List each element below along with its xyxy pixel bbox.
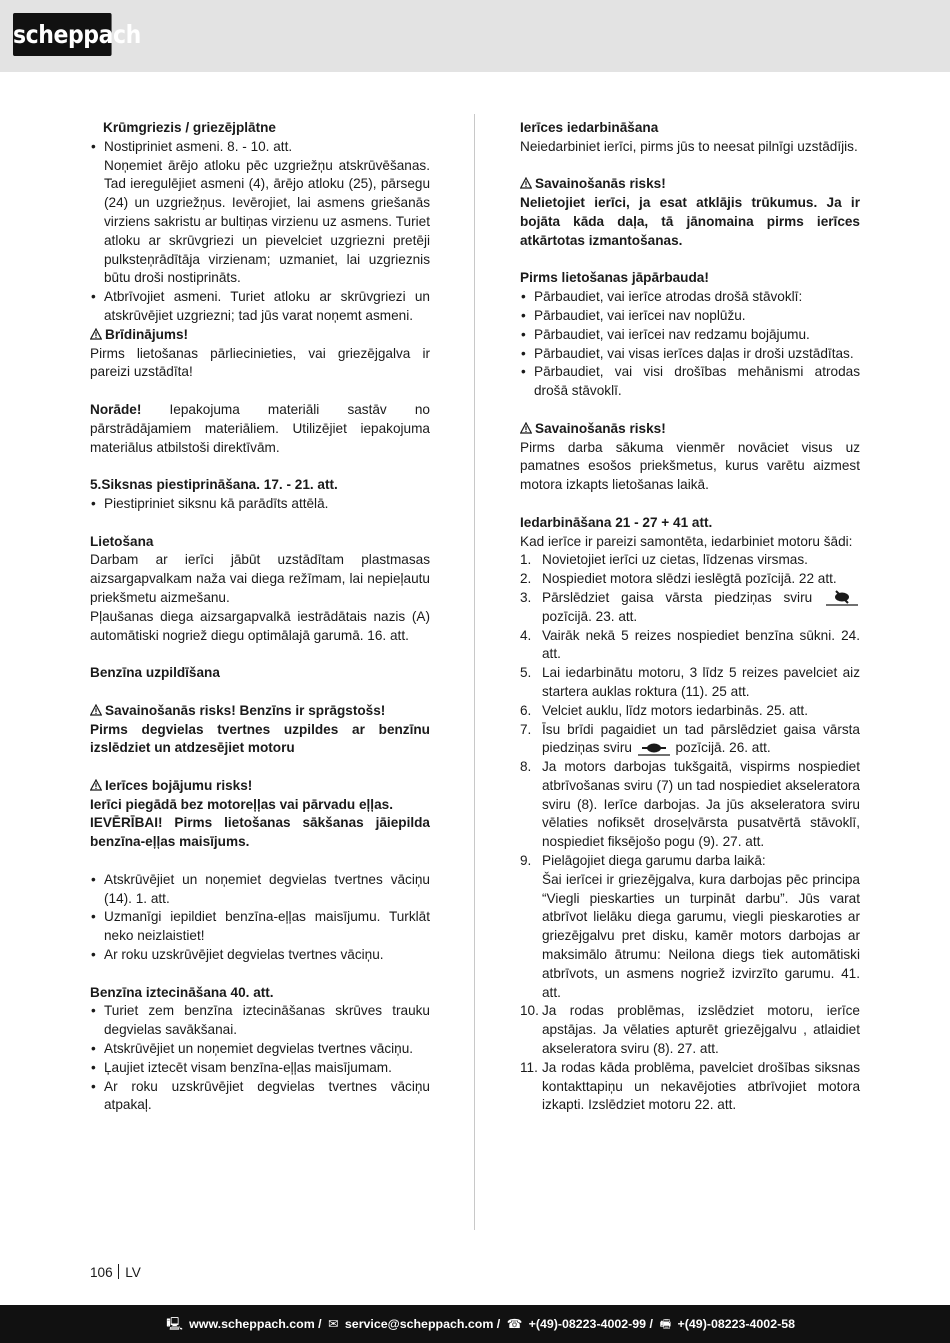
numbered-item: 6. Velciet auklu, līdz motors iedarbinās. 25. att. <box>520 702 808 718</box>
numbered-item: 1. Novietojiet ierīci uz cietas, līdzenas virsmas. <box>520 552 808 568</box>
choke-open-icon <box>638 740 670 756</box>
section-title-drain: Benzīna iztecināšana 40. att. <box>90 984 274 1000</box>
warning-title: Brīdinājums! <box>90 326 430 345</box>
scheppach-logo: scheppach <box>13 13 112 56</box>
warning-title: Savainošanās risks! <box>520 420 860 439</box>
mail-icon: ✉ <box>328 1317 339 1331</box>
section-title-use: Lietošana <box>90 533 154 549</box>
warning-triangle-icon <box>90 328 102 340</box>
warning-title: Savainošanās risks! <box>520 175 860 194</box>
paragraph: Pļaušanas diega aizsargapvalkā iestrādātais nazis (A) automātiski nogriež diegu optimālajā garumā. 16. att. <box>90 608 430 643</box>
footer-email: service@scheppach.com / <box>344 1317 501 1331</box>
paragraph: Kad ierīce ir pareizi samontēta, iedarbiniet motoru šādi: <box>520 533 853 549</box>
bullet-item: • Pārbaudiet, vai visas ierīces daļas ir droši uzstādītas. <box>521 345 854 361</box>
bullet-item: • Atbrīvojiet asmeni. Turiet atloku ar skrūvgriezi un atskrūvējiet uzgriezni; tad jūs varat noņemt asmeni. <box>91 289 430 323</box>
section-title-belt: 5.Siksnas piestiprināšana. 17. - 21. att. <box>90 477 338 493</box>
footer-phone: +(49)-08223-4002-99 / <box>528 1317 653 1331</box>
fax-icon: 🖷 <box>659 1317 672 1331</box>
bullet-item: • Ar roku uzskrūvējiet degvielas tvertnes vāciņu. <box>91 947 384 963</box>
warning-text: Pirms lietošanas pārliecinieties, vai griezējgalva ir pareizi uzstādīta! <box>90 345 430 380</box>
paragraph: Darbam ar ierīci jābūt uzstādītam plastmasas aizsargapvalkam naža vai diega režīmam, lai nepieļautu priekšmetu aizmešanu. <box>90 552 430 605</box>
footer-fax: +(49)-08223-4002-58 <box>677 1317 795 1331</box>
page-header <box>0 0 950 72</box>
section-title-blade: Krūmgriezis / griezējplātne <box>103 120 276 135</box>
numbered-item: 8. Ja motors darbojas tukšgaitā, vispirms nospiediet atbrīvošanas sviru (7) un tad nospiediet akseleratora sviru (8). Ierīce darbojas. Ja jūs akseleratora sviru vēlaties nofiksēt droseļvārsta pusatvērtā stāvoklī, nospiediet fiksējošo pogu (9). 27. att. <box>520 759 860 850</box>
left-column <box>90 119 430 1115</box>
numbered-item: 7. Īsu brīdi pagaidiet un tad pārslēdziet gaisa vārsta piedziņas sviru pozīcijā. 26. att. <box>520 721 860 756</box>
numbered-item: 10. Ja rodas problēmas, izslēdziet motoru, ierīce apstājas. Ja vēlaties apturēt griezējgalvu , atlaidiet akseleratora sviru (8). 27. att. <box>520 1003 860 1057</box>
page-footer <box>0 1305 950 1343</box>
warning-triangle-icon <box>90 704 102 716</box>
numbered-item: 11. Ja rodas kāda problēma, pavelciet drošības siksnas kontakttapiņu un nekavējoties atbrīvojiet motora izkapti. Izslēdziet motoru 22. att. <box>520 1059 860 1113</box>
warning-text: Pirms darba sākuma vienmēr novāciet visus uz pamatnes esošos priekšmetus, kurus varētu aizmest motora izkapts lietošanas laikā. <box>520 439 860 493</box>
bullet-item: • Pārbaudiet, vai visi drošības mehānismi atrodas drošā stāvoklī. <box>521 364 860 399</box>
section-title-fuel: Benzīna uzpildīšana <box>90 665 220 681</box>
bullet-item: • Ar roku uzskrūvējiet degvielas tvertnes vāciņu atpakaļ. <box>91 1078 430 1113</box>
numbered-item: 9. Pielāgojiet diega garumu darba laikā: Šai ierīcei ir griezējgalva, kura darbojas pēc principa “Viegli pieskarties un turpināt darbu”. Jūs varat atbrīvot lielāku diega garumu, viegli pieskaroties ar griezējgalvu pret disku, kamēr motors darbojas ar maksimālo ātrumu: Neilona diegs tiek automātiski atbrīvots, un asmens nogriež izvirzīto garumu. 41. att. <box>520 853 860 1000</box>
warning-text: Nelietojiet ierīci, ja esat atklājis trūkumus. Ja ir bojāta kāda daļa, tā jānomaina pirms ierīces atkārtotas izmantošanas. <box>520 195 860 248</box>
page-number: 106 LV <box>90 1265 141 1280</box>
warning-text: Ierīci piegādā bez motoreļļas vai pārvadu eļļas. <box>90 796 393 812</box>
bullet-item: • Piestipriniet siksnu kā parādīts attēlā. <box>91 495 329 511</box>
section-title-start: Ierīces iedarbināšana <box>520 120 659 135</box>
note-paragraph: Norāde! Iepakojuma materiāli sastāv no pārstrādājamiem materiāliem. Utilizējiet iepakojuma materiālus atbilstoši direktīvām. <box>90 401 430 455</box>
warning-title: Savainošanās risks! Benzīns ir sprāgstošs! <box>90 702 430 721</box>
section-title-check: Pirms lietošanas jāpārbauda! <box>520 270 709 286</box>
numbered-item: 3. Pārslēdziet gaisa vārsta piedziņas sviru pozīcijā. 23. att. <box>520 589 860 627</box>
bullet-item: • Nostipriniet asmeni. 8. - 10. att. Noņemiet ārējo atloku pēc uzgriežņu atskrūvēšanas. Tad ieregulējiet asmeni (4), ārējo atloku (25), pārsegu (24) un uzgriežņus. Ievērojiet, lai asmens griešanās virziens sakristu ar bultiņas virzienu uz asmens. Turiet atloku ar skrūvgriezi un pievelciet uzgriezni pretēji pulksteņrādītāja virzienam; uzmaniet, lai uzgrieznis būtu droši nostiprināts. <box>91 138 430 286</box>
paragraph: Neiedarbiniet ierīci, pirms jūs to neesat pilnīgi uzstādījis. <box>520 138 858 154</box>
warning-title: Ierīces bojājumu risks! <box>90 777 430 796</box>
bullet-item: • Pārbaudiet, vai ierīce atrodas drošā stāvoklī: <box>521 289 803 305</box>
warning-text: IEVĒRĪBAI! Pirms lietošanas sākšanas jāiepilda benzīna-eļļas maisījums. <box>90 815 430 850</box>
section-title-run: Iedarbināšana 21 - 27 + 41 att. <box>520 514 713 530</box>
numbered-item: 5. Lai iedarbinātu motoru, 3 līdz 5 reizes pavelciet aiz startera auklas roktura (11). 25 att. <box>520 665 860 699</box>
bullet-item: • Atskrūvējiet un noņemiet degvielas tvertnes vāciņu (14). 1. att. <box>91 871 430 906</box>
bullet-item: • Pārbaudiet, vai ierīcei nav noplūžu. <box>521 307 746 323</box>
warning-triangle-icon <box>520 422 532 434</box>
bullet-item: • Pārbaudiet, vai ierīcei nav redzamu bojājumu. <box>521 326 810 342</box>
bullet-item: • Uzmanīgi iepildiet benzīna-eļļas maisījumu. Turklāt neko neizlaistiet! <box>91 909 430 944</box>
computer-icon: 🖳 <box>166 1317 183 1331</box>
warning-text: Pirms degvielas tvertnes uzpildes ar benzīnu izslēdziet un atdzesējiet motoru <box>90 721 430 756</box>
choke-closed-icon <box>826 590 858 606</box>
footer-website: www.scheppach.com / <box>189 1317 322 1331</box>
bullet-item: • Atskrūvējiet un noņemiet degvielas tvertnes vāciņu. <box>91 1041 414 1057</box>
right-column <box>520 119 860 1115</box>
phone-icon: ☎ <box>506 1317 523 1331</box>
bullet-item: • Ļaujiet iztecēt visam benzīna-eļļas maisījumam. <box>91 1059 392 1075</box>
column-divider <box>474 114 475 1230</box>
warning-triangle-icon <box>90 779 102 791</box>
bullet-item: • Turiet zem benzīna iztecināšanas skrūves trauku degvielas savākšanai. <box>91 1003 430 1038</box>
numbered-item: 2. Nospiediet motora slēdzi ieslēgtā pozīcijā. 22 att. <box>520 571 837 587</box>
warning-triangle-icon <box>520 177 532 189</box>
numbered-item: 4. Vairāk nekā 5 reizes nospiediet benzīna sūkni. 24. att. <box>520 627 860 662</box>
